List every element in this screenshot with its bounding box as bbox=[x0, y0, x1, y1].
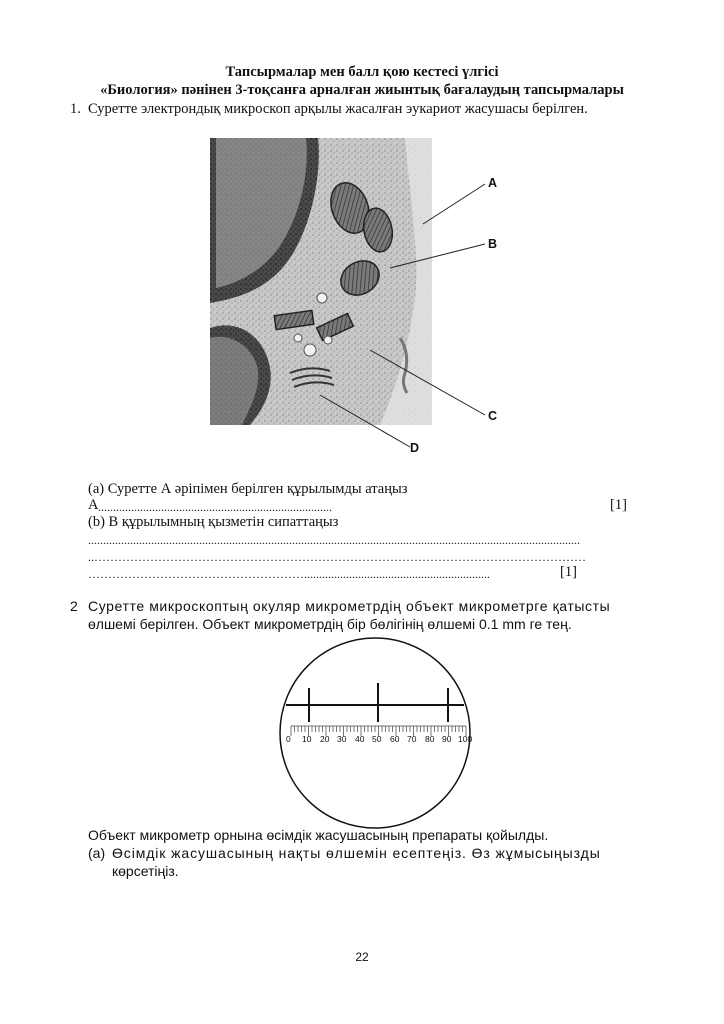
scale-label-10: 10 bbox=[302, 734, 312, 744]
q2-part-a-line1: Өсімдік жасушасының нақты өлшемін есептеңіз. Өз жұмысыңызды bbox=[112, 845, 601, 861]
scale-label-30: 30 bbox=[337, 734, 347, 744]
micrograph-label-lines bbox=[200, 160, 520, 480]
q2-text-line1: Суретте микроскоптың окуляр микрометрдің объект микрометрге қатысты bbox=[88, 598, 611, 614]
q1-answer-a-line[interactable]: .............................................................................. bbox=[98, 500, 332, 514]
scale-label-50: 50 bbox=[372, 734, 382, 744]
page-title-line1: Тапсырмалар мен балл қою кестесі үлгісі bbox=[225, 64, 499, 80]
page-title-line2: «Биология» пәнінен 3-тоқсанға арналған жиынтық бағалаудың тапсырмалары bbox=[100, 82, 624, 98]
micrometer-scale-labels bbox=[278, 734, 478, 748]
scale-label-100: 100 bbox=[458, 734, 473, 744]
label-a: A bbox=[488, 176, 498, 190]
q2-text-line2: өлшемі берілген. Объект микрометрдің бір бөлігінің өлшемі 0.1 mm ге тең. bbox=[88, 616, 572, 632]
q1-part-a: (a) Суретте А әріпімен берілген құрылымды атаңыз bbox=[88, 481, 408, 497]
page-number: 22 bbox=[355, 950, 369, 964]
scale-label-80: 80 bbox=[425, 734, 435, 744]
scale-label-60: 60 bbox=[390, 734, 400, 744]
q1-mark-a: [1] bbox=[610, 497, 627, 513]
q1-answer-b-line1[interactable]: .................................................................................................................................................................... bbox=[88, 533, 580, 547]
scale-label-70: 70 bbox=[407, 734, 417, 744]
q2-part-a-line2: көрсетіңіз. bbox=[112, 863, 179, 879]
q2-after-text: Объект микрометр орнына өсімдік жасушасының препараты қойылды. bbox=[88, 827, 549, 843]
q1-text: Суретте электрондық микроскоп арқылы жасалған эукариот жасушасы берілген. bbox=[88, 101, 588, 117]
label-d: D bbox=[410, 441, 420, 455]
scale-label-90: 90 bbox=[442, 734, 452, 744]
q2-part-a-label: (a) bbox=[88, 845, 106, 861]
q1-answer-b-line2[interactable]: ..…………………………………………………………………………………………………………… bbox=[88, 550, 586, 564]
q1-answer-prefix: A bbox=[88, 497, 99, 513]
scale-label-0: 0 bbox=[286, 734, 291, 744]
label-b: B bbox=[488, 237, 498, 251]
q1-number: 1. bbox=[70, 101, 81, 117]
scale-label-40: 40 bbox=[355, 734, 365, 744]
label-c: C bbox=[488, 409, 498, 423]
q1-part-b: (b) В құрылымның қызметін сипаттаңыз bbox=[88, 514, 339, 530]
q2-number: 2 bbox=[70, 598, 78, 614]
scale-label-20: 20 bbox=[320, 734, 330, 744]
q1-mark-b: [1] bbox=[560, 564, 577, 580]
q1-answer-b-line3[interactable]: ……………………………………………….............................................................. bbox=[88, 567, 490, 581]
micrometer-view bbox=[278, 636, 472, 830]
